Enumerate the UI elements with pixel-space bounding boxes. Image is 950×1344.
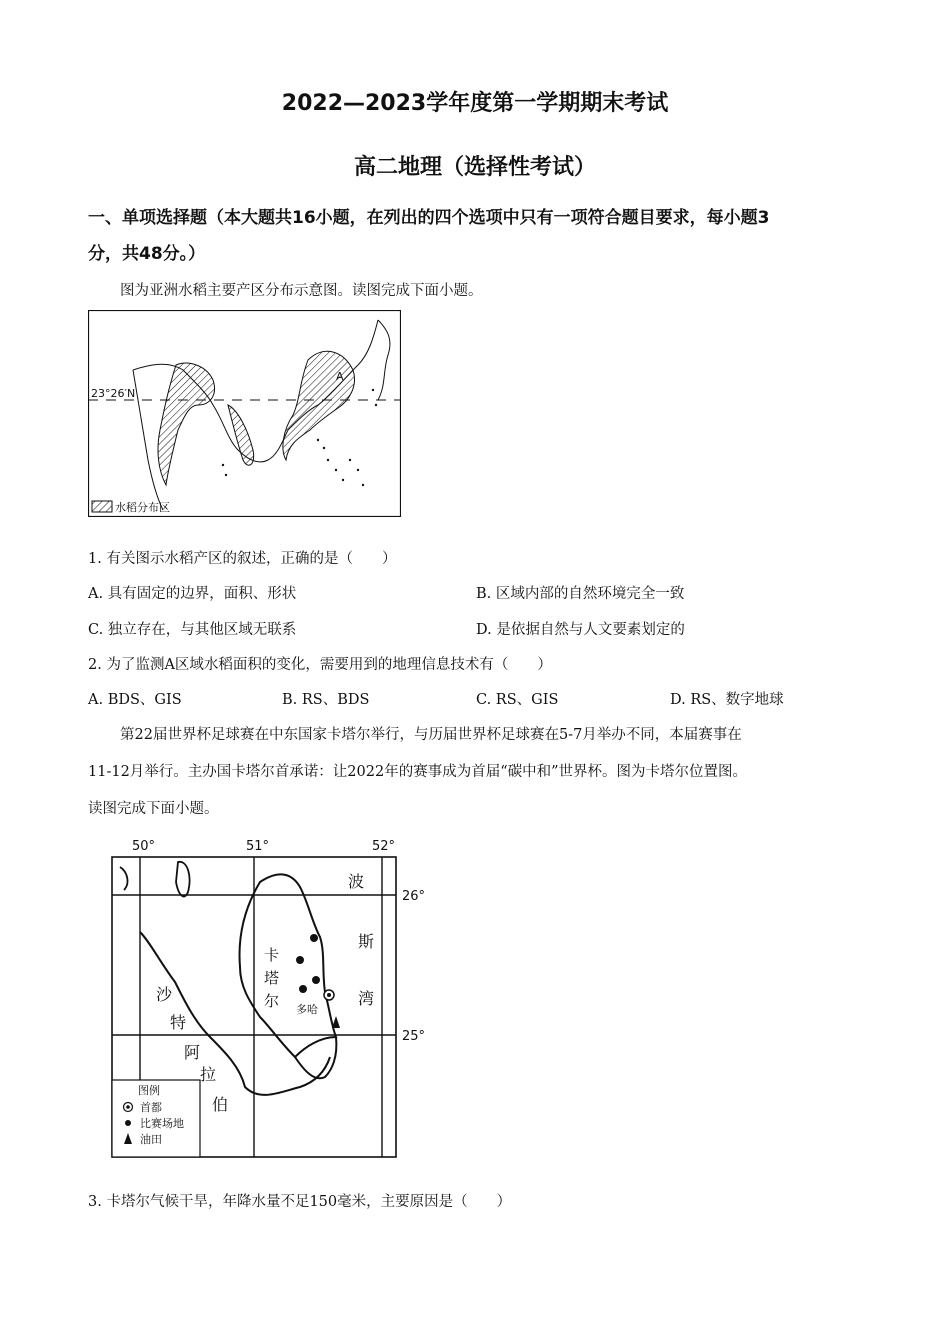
lon-label-51: 51° xyxy=(246,839,270,854)
q3-stem: 3. 卡塔尔气候干旱，年降水量不足150毫米，主要原因是（ ） xyxy=(88,1194,512,1210)
section-heading-line2: 分，共48分。） xyxy=(88,244,206,264)
legend-title: 图例 xyxy=(138,1084,160,1097)
legend-venue-icon xyxy=(125,1120,131,1126)
saudi-char-3: 阿 xyxy=(184,1043,201,1062)
intro-qatar-line3: 读图完成下面小题。 xyxy=(88,801,219,817)
saudi-char-5: 伯 xyxy=(212,1095,229,1114)
intro-rice-map: 图为亚洲水稻主要产区分布示意图。读图完成下面小题。 xyxy=(120,283,483,299)
qatar-char-3: 尔 xyxy=(264,992,280,1010)
legend-capital-label: 首都 xyxy=(140,1101,162,1114)
q2-option-b[interactable]: B. RS、BDS xyxy=(282,692,370,708)
venue-dot xyxy=(299,985,307,993)
q1-option-d[interactable]: D. 是依据自然与人文要素划定的 xyxy=(476,622,685,638)
qatar-char-2: 塔 xyxy=(264,969,280,987)
intro-qatar-line1: 第22届世界杯足球赛在中东国家卡塔尔举行，与历届世界杯足球赛在5-7月举办不同，本届赛事在 xyxy=(120,727,742,743)
asia-rice-map xyxy=(88,310,401,517)
q1-stem: 1. 有关图示水稻产区的叙述，正确的是（ ） xyxy=(88,551,397,567)
capital-dot xyxy=(327,993,331,997)
venue-dot xyxy=(296,956,304,964)
intro-qatar-line2: 11-12月举行。主办国卡塔尔首承诺：让2022年的赛事成为首届“碳中和”世界杯。图为卡塔尔位置图。 xyxy=(88,764,748,780)
gulf-char-2: 斯 xyxy=(358,932,375,951)
saudi-char-2: 特 xyxy=(170,1013,187,1032)
gulf-char-1: 波 xyxy=(348,872,365,891)
q2-option-d[interactable]: D. RS、数字地球 xyxy=(670,692,784,708)
gulf-char-3: 湾 xyxy=(358,989,375,1008)
q2-option-a[interactable]: A. BDS、GIS xyxy=(88,692,182,708)
legend-oil-label: 油田 xyxy=(140,1133,162,1146)
q2-option-c[interactable]: C. RS、GIS xyxy=(476,692,559,708)
page-title: 2022—2023学年度第一学期期末考试 xyxy=(281,91,669,116)
lat-label-25: 25° xyxy=(402,1029,426,1044)
section-heading xyxy=(88,200,868,272)
venue-dot xyxy=(312,976,320,984)
page-subtitle: 高二地理（选择性考试） xyxy=(353,155,596,180)
legend-venue-label: 比赛场地 xyxy=(140,1117,184,1130)
venue-dot xyxy=(310,934,318,942)
section-heading-line1: 一、单项选择题（本大题共16小题，在列出的四个选项中只有一项符合题目要求，每小题3 xyxy=(88,208,770,228)
q2-stem: 2. 为了监测A区域水稻面积的变化，需要用到的地理信息技术有（ ） xyxy=(88,657,552,673)
lat-label-26: 26° xyxy=(402,889,426,904)
legend-capital-icon-dot xyxy=(126,1105,130,1109)
tropic-label: 23°26′N xyxy=(91,387,136,400)
lon-label-50: 50° xyxy=(132,839,156,854)
region-a-label: A xyxy=(336,370,344,383)
qatar-char-1: 卡 xyxy=(264,946,280,964)
map1-frame xyxy=(89,311,401,517)
q1-option-a[interactable]: A. 具有固定的边界，面积、形状 xyxy=(88,586,297,602)
saudi-char-4: 拉 xyxy=(200,1065,217,1084)
capital-label: 多哈 xyxy=(296,1003,318,1016)
legend-swatch xyxy=(92,501,112,512)
saudi-char-1: 沙 xyxy=(156,985,173,1004)
lon-label-52: 52° xyxy=(372,839,396,854)
q1-option-b[interactable]: B. 区域内部的自然环境完全一致 xyxy=(476,586,685,602)
q1-option-c[interactable]: C. 独立存在，与其他区域无联系 xyxy=(88,622,297,638)
qatar-map xyxy=(100,832,440,1166)
legend-rice-label: 水稻分布区 xyxy=(115,501,170,514)
